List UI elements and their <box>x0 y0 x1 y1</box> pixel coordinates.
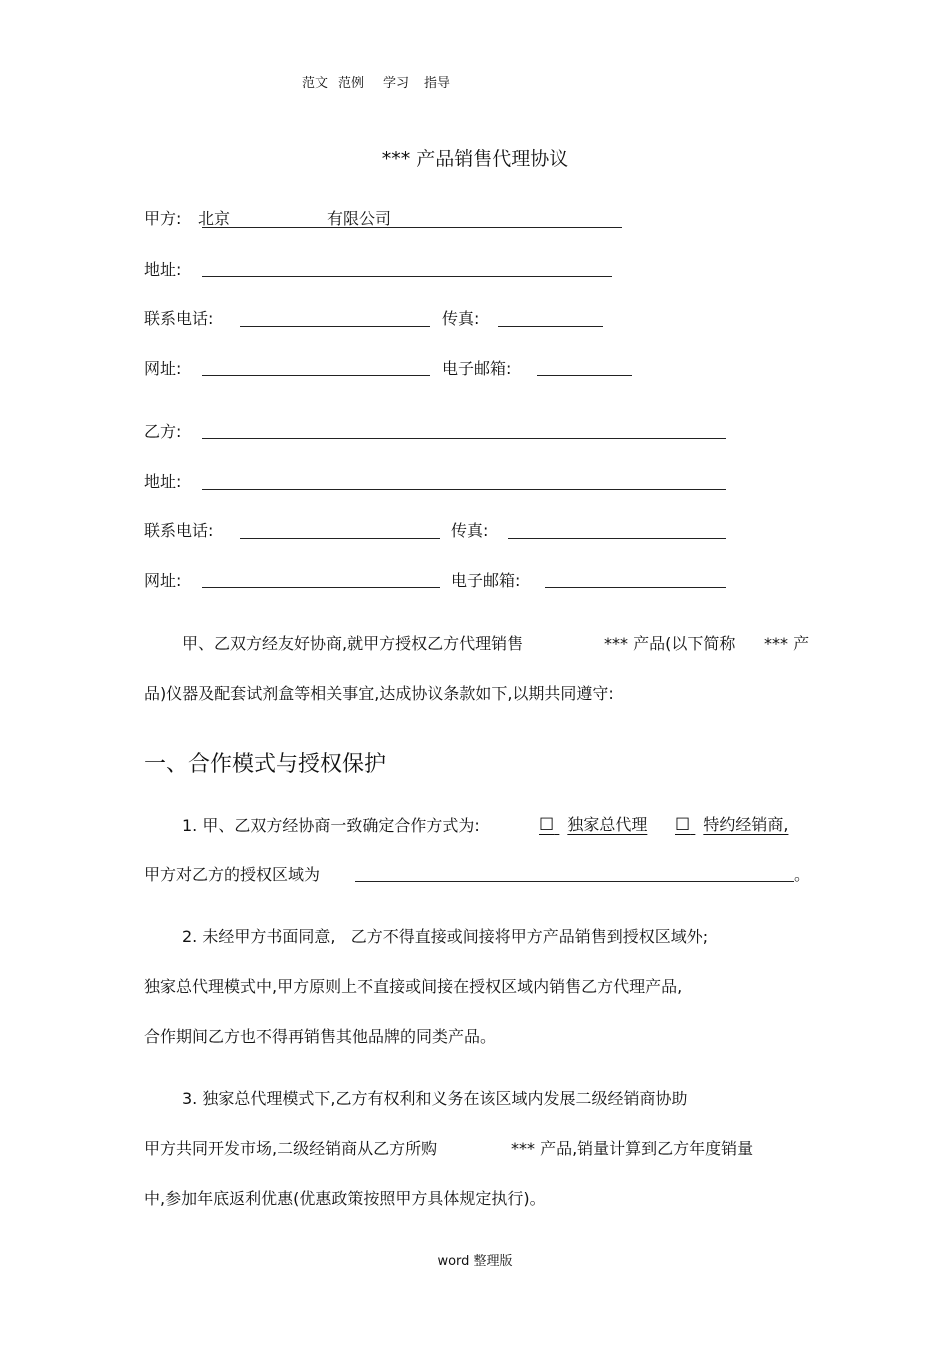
clause3-line3: 中,参加年底返利优惠(优惠政策按照甲方具体规定执行)。 <box>144 1189 546 1208</box>
clause1-line2-end: 。 <box>794 865 811 884</box>
clause3-line2-a: 甲方共同开发市场,二级经销商从乙方所购 <box>144 1139 438 1158</box>
party-a-fax-label: 传真: <box>442 309 480 328</box>
party-a-phone-label: 联系电话: <box>144 309 214 328</box>
header-item: 范例 <box>338 76 365 91</box>
checkbox-icon[interactable]: ☐ <box>675 815 691 835</box>
party-b-label: 乙方: <box>144 422 182 441</box>
clause3-line1: 3. 独家总代理模式下,乙方有权利和义务在该区域内发展二级经销商协助 <box>182 1089 688 1108</box>
intro-line1-c: *** 产 <box>764 634 810 653</box>
clause3-line2-b: *** 产品,销量计算到乙方年度销量 <box>511 1139 754 1158</box>
party-b-address-field[interactable] <box>202 489 726 490</box>
party-b-email-field[interactable] <box>545 587 726 588</box>
party-a-website-field[interactable] <box>202 375 430 376</box>
clause2-line2: 独家总代理模式中,甲方原则上不直接或间接在授权区域内销售乙方代理产品, <box>144 977 683 996</box>
clause2-line1: 2. 未经甲方书面同意, 乙方不得直接或间接将甲方产品销售到授权区域外; <box>182 927 709 946</box>
party-a-name-field[interactable] <box>202 227 622 228</box>
section-heading: 一、合作模式与授权保护 <box>144 752 387 777</box>
party-b-address-label: 地址: <box>144 472 182 491</box>
authorized-region-field[interactable] <box>355 881 794 882</box>
party-b-website-label: 网址: <box>144 571 182 590</box>
clause1-line2: 甲方对乙方的授权区域为 <box>144 865 321 884</box>
party-a-fax-field[interactable] <box>498 326 603 327</box>
option-exclusive-agent[interactable] <box>539 812 647 835</box>
party-a-label: 甲方: <box>144 209 182 228</box>
clause1-text: 1. 甲、乙双方经协商一致确定合作方式为: <box>182 816 480 835</box>
intro-line1-b: *** 产品(以下简称 <box>604 634 736 653</box>
intro-line2: 品)仪器及配套试剂盒等相关事宜,达成协议条款如下,以期共同遵守: <box>144 684 614 703</box>
party-a-email-label: 电子邮箱: <box>442 359 512 378</box>
party-b-phone-label: 联系电话: <box>144 521 214 540</box>
party-a-name-part2: 有限公司 <box>327 209 392 228</box>
option-label: 独家总代理 <box>567 815 648 834</box>
party-a-email-field[interactable] <box>537 375 632 376</box>
intro-line1-a: 甲、乙双方经友好协商,就甲方授权乙方代理销售 <box>182 634 524 653</box>
header-item: 范文 <box>302 76 329 91</box>
page-footer: word 整理版 <box>437 1254 513 1269</box>
document-title: *** 产品销售代理协议 <box>381 148 569 170</box>
option-label: 特约经销商, <box>703 815 789 834</box>
clause2-line3: 合作期间乙方也不得再销售其他品牌的同类产品。 <box>144 1027 497 1046</box>
party-b-name-field[interactable] <box>202 438 726 439</box>
party-b-fax-label: 传真: <box>451 521 489 540</box>
header-item: 指导 <box>424 76 451 91</box>
party-b-email-label: 电子邮箱: <box>451 571 521 590</box>
party-b-phone-field[interactable] <box>240 538 440 539</box>
party-b-fax-field[interactable] <box>508 538 726 539</box>
party-a-name-part1: 北京 <box>198 209 231 228</box>
party-a-website-label: 网址: <box>144 359 182 378</box>
party-a-address-label: 地址: <box>144 260 182 279</box>
party-a-address-field[interactable] <box>202 276 612 277</box>
header-item: 学习 <box>383 76 410 91</box>
party-a-phone-field[interactable] <box>240 326 430 327</box>
checkbox-icon[interactable]: ☐ <box>539 815 555 835</box>
party-b-website-field[interactable] <box>202 587 440 588</box>
option-special-dealer[interactable] <box>675 812 788 835</box>
